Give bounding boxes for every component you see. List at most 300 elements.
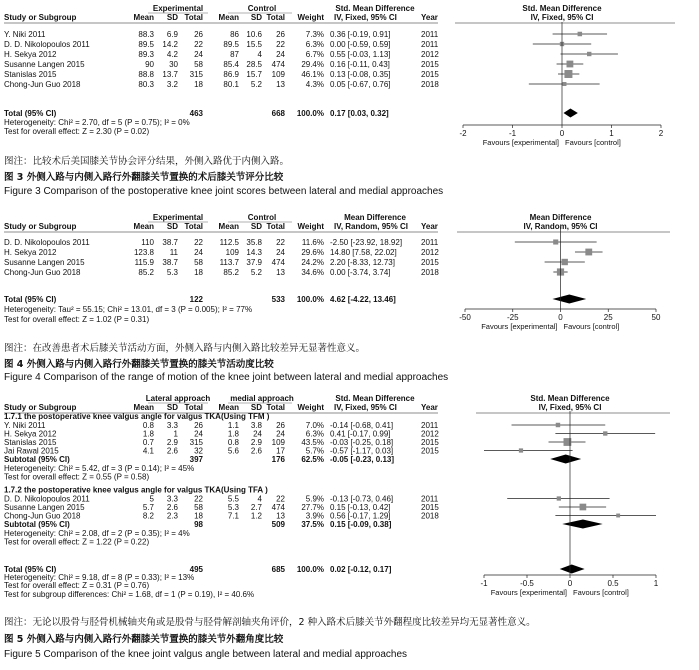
control-total: 13 xyxy=(276,268,285,277)
study-name: Stanislas 2015 xyxy=(4,70,57,79)
study-ci: -0.03 [-0.25, 0.18] xyxy=(330,438,394,447)
experimental-sd: 14.2 xyxy=(162,40,178,49)
control-mean: 1.1 xyxy=(227,421,239,430)
plot-header: Std. Mean Difference xyxy=(522,4,602,13)
control-sd: 4 xyxy=(257,494,262,504)
control-mean: 85.2 xyxy=(223,268,239,277)
x-tick-label: 50 xyxy=(651,313,661,322)
x-tick-label: 0 xyxy=(559,129,565,138)
experimental-sd: 3.3 xyxy=(166,421,178,430)
study-name: Jai Rawal 2015 xyxy=(4,446,59,456)
study-weight: 43.5% xyxy=(301,438,324,447)
study-point-square xyxy=(553,239,558,244)
study-name: Y. Niki 2011 xyxy=(4,30,46,39)
total-weight: 100.0% xyxy=(296,565,324,574)
study-weight: 7.3% xyxy=(305,30,324,39)
experimental-total: 18 xyxy=(194,511,203,521)
subgroup-heterogeneity-text: Heterogeneity: Chi² = 2.08, df = 2 (P = 0.35); I² = 4% xyxy=(4,529,190,538)
pooled-diamond xyxy=(560,565,585,574)
column-header-total: Total xyxy=(266,222,285,231)
column-header-sd: SD xyxy=(166,13,178,22)
experimental-mean: 123.8 xyxy=(133,248,154,257)
subgroup-overall-effect-text: Test for overall effect: Z = 0.55 (P = 0.58) xyxy=(4,472,150,482)
control-mean: 5.3 xyxy=(227,503,239,512)
study-name: Stanislas 2015 xyxy=(4,438,57,447)
study-weight: 27.7% xyxy=(301,503,324,512)
study-point-square xyxy=(585,249,592,256)
experimental-mean: 5 xyxy=(149,494,154,504)
pooled-diamond xyxy=(552,295,586,304)
study-ci: 0.56 [-0.17, 1.29] xyxy=(330,511,391,521)
study-ci: 0.36 [-0.19, 0.91] xyxy=(330,30,391,39)
study-name: Y. Niki 2011 xyxy=(4,421,46,430)
experimental-total-sum: 98 xyxy=(194,520,203,529)
experimental-total: 26 xyxy=(194,30,203,39)
figure-title-en: Figure 4 Comparison of the range of motion of the knee joint between lateral and medial approaches xyxy=(4,372,449,383)
study-name: H. Sekya 2012 xyxy=(4,248,57,257)
control-sd: 2.7 xyxy=(250,503,262,512)
control-sd: 37.9 xyxy=(246,258,262,267)
control-total: 474 xyxy=(271,258,285,267)
experimental-total: 58 xyxy=(194,258,203,267)
x-tick-label: 25 xyxy=(603,313,613,322)
total-ci: 0.15 [-0.09, 0.38] xyxy=(330,520,392,529)
control-mean: 109 xyxy=(225,248,239,257)
control-mean: 86 xyxy=(230,30,239,39)
study-weight: 46.1% xyxy=(301,70,324,79)
study-weight: 3.9% xyxy=(305,511,324,521)
control-total: 26 xyxy=(276,421,285,430)
total-weight: 100.0% xyxy=(296,295,324,304)
experimental-total-sum: 397 xyxy=(189,455,203,464)
experimental-sd: 3.2 xyxy=(166,80,178,89)
control-total: 22 xyxy=(276,40,285,49)
experimental-total: 18 xyxy=(194,80,203,89)
plot-method: IV, Random, 95% CI xyxy=(523,222,598,231)
column-header-weight: Weight xyxy=(297,403,324,412)
column-header-mean: Mean xyxy=(218,13,239,22)
study-ci: -0.57 [-1.17, 0.03] xyxy=(330,446,394,456)
experimental-total: 26 xyxy=(194,421,203,430)
experimental-total: 58 xyxy=(194,503,203,512)
study-ci: 0.00 [-3.74, 3.74] xyxy=(330,268,391,277)
study-name: Chong-Jun Guo 2018 xyxy=(4,80,81,89)
experimental-total: 22 xyxy=(194,238,203,247)
experimental-sd: 2.3 xyxy=(166,511,178,521)
group-header-control: Control xyxy=(247,4,277,13)
total-label: Subtotal (95% CI) xyxy=(4,520,70,529)
total-weight: 100.0% xyxy=(296,109,324,118)
plot-header: Std. Mean Difference xyxy=(530,394,610,403)
study-year: 2018 xyxy=(421,511,439,521)
control-total: 474 xyxy=(271,60,285,69)
figure-title-cn: 图 5 外侧入路与内侧入路行外翻膝关节置换的膝关节外翻角度比较 xyxy=(4,634,284,645)
column-header-study: Study or Subgroup xyxy=(4,403,77,412)
study-point-square xyxy=(562,259,568,265)
column-header-total: Total xyxy=(184,13,203,22)
study-point-square xyxy=(562,82,566,86)
total-label: Subtotal (95% CI) xyxy=(4,455,70,464)
experimental-mean: 8.2 xyxy=(142,511,154,521)
experimental-mean: 80.3 xyxy=(138,80,154,89)
column-header-ci: IV, Fixed, 95% CI xyxy=(334,13,397,22)
study-weight: 6.3% xyxy=(305,40,324,49)
control-total-sum: 533 xyxy=(271,295,285,304)
column-header-ci: IV, Fixed, 95% CI xyxy=(334,403,397,412)
group-header-experimental: Lateral approach xyxy=(145,394,211,403)
favours-right-label: Favours [control] xyxy=(563,322,620,331)
study-year: 2011 xyxy=(421,494,439,504)
experimental-sd: 13.7 xyxy=(162,70,178,79)
study-name: Susanne Langen 2015 xyxy=(4,258,85,267)
heterogeneity-text: Heterogeneity: Chi² = 9.18, df = 8 (P = 0.33); I² = 13% xyxy=(4,573,195,582)
column-header-total: Total xyxy=(266,13,285,22)
experimental-total: 32 xyxy=(194,446,203,456)
study-name: Chong-Jun Guo 2018 xyxy=(4,511,81,521)
study-ci: 0.15 [-0.13, 0.42] xyxy=(330,503,391,512)
subgroup-heterogeneity-text: Heterogeneity: Chi² = 5.42, df = 3 (P = 0.14); I² = 45% xyxy=(4,464,195,473)
study-weight: 34.6% xyxy=(301,268,324,277)
favours-left-label: Favours [experimental] xyxy=(490,588,567,597)
control-mean: 85.4 xyxy=(223,60,239,69)
study-weight: 11.6% xyxy=(301,238,324,247)
subgroup-difference-text: Test for subgroup differences: Chi² = 1.68, df = 1 (P = 0.19), I² = 40.6% xyxy=(4,590,255,599)
study-name: Susanne Langen 2015 xyxy=(4,503,85,512)
overall-effect-text: Test for overall effect: Z = 2.30 (P = 0.02) xyxy=(4,127,150,136)
study-point-square xyxy=(580,504,587,511)
study-point-square xyxy=(557,496,561,500)
experimental-mean: 110 xyxy=(141,238,154,247)
control-total: 26 xyxy=(276,30,285,39)
favours-right-label: Favours [control] xyxy=(565,138,621,147)
overall-effect-text: Test for overall effect: Z = 0.31 (P = 0.76) xyxy=(4,581,150,590)
control-sd: 1.2 xyxy=(250,511,262,521)
experimental-total: 58 xyxy=(194,60,203,69)
x-tick-label: -25 xyxy=(506,313,519,322)
control-mean: 89.5 xyxy=(223,40,239,49)
study-point-square xyxy=(587,52,591,56)
experimental-mean: 115.9 xyxy=(134,258,154,267)
column-header-sd: SD xyxy=(250,403,262,412)
column-header-mean: Mean xyxy=(133,222,154,231)
experimental-total-sum: 122 xyxy=(189,295,203,304)
favours-left-label: Favours [experimental] xyxy=(482,138,559,147)
experimental-total: 24 xyxy=(194,248,203,257)
x-tick-label: 0 xyxy=(567,579,573,588)
experimental-mean: 89.5 xyxy=(138,40,154,49)
control-sd: 24 xyxy=(253,429,262,439)
control-total-sum: 176 xyxy=(271,455,285,464)
figure-note: 图注：无论以股骨与胫骨机械轴夹角或是股骨与胫骨解剖轴夹角评价，2 种入路术后膝关节外翻程度比较差异均无显著性意义。 xyxy=(4,617,536,628)
study-ci: 2.20 [-8.33, 12.73] xyxy=(330,258,395,267)
study-year: 2018 xyxy=(421,80,439,89)
column-header-sd: SD xyxy=(166,403,178,412)
control-sd: 5.2 xyxy=(250,268,262,277)
study-year: 2012 xyxy=(421,429,439,439)
column-header-year: Year xyxy=(421,13,438,22)
study-year: 2011 xyxy=(421,421,439,430)
figure-title-en: Figure 5 Comparison of the knee joint valgus angle between lateral and medial approaches xyxy=(4,649,408,660)
control-mean: 112.5 xyxy=(219,238,239,247)
study-point-square xyxy=(567,61,574,68)
control-mean: 0.8 xyxy=(227,438,239,447)
experimental-sd: 3.3 xyxy=(166,494,178,504)
study-weight: 24.2% xyxy=(301,258,324,267)
group-header-experimental: Experimental xyxy=(152,4,204,13)
study-year: 2015 xyxy=(421,70,439,79)
control-mean: 80.1 xyxy=(223,80,239,89)
study-point-square xyxy=(603,431,607,435)
control-total: 109 xyxy=(271,438,285,447)
control-total-sum: 668 xyxy=(271,109,285,118)
study-point-square xyxy=(616,514,620,518)
x-tick-label: 1 xyxy=(609,129,614,138)
experimental-sd: 2.9 xyxy=(166,438,178,447)
x-tick-label: -1 xyxy=(508,129,517,138)
x-tick-label: 0 xyxy=(558,313,563,322)
x-tick-label: -1 xyxy=(480,579,488,588)
study-year: 2015 xyxy=(421,438,439,447)
study-year: 2015 xyxy=(421,503,439,512)
column-header-study: Study or Subgroup xyxy=(4,222,77,231)
effect-header: Mean Difference xyxy=(344,213,406,222)
experimental-mean: 90 xyxy=(145,60,154,69)
figure-title-cn: 图 4 外侧入路与内侧入路行外翻膝关节置换的膝关节活动度比较 xyxy=(4,359,274,370)
study-weight: 5.7% xyxy=(305,446,324,456)
heterogeneity-text: Heterogeneity: Tau² = 55.15; Chi² = 13.01, df = 3 (P = 0.005); I² = 77% xyxy=(4,305,253,314)
control-sd: 5.2 xyxy=(250,80,262,89)
control-total: 24 xyxy=(276,429,285,439)
control-sd: 14.3 xyxy=(246,248,262,257)
control-mean: 86.9 xyxy=(223,70,239,79)
study-ci: -0.13 [-0.73, 0.46] xyxy=(330,494,394,504)
experimental-sd: 2.6 xyxy=(166,503,178,512)
control-sd: 10.6 xyxy=(246,30,262,39)
experimental-total: 18 xyxy=(194,268,203,277)
experimental-total: 22 xyxy=(194,494,203,504)
experimental-mean: 89.3 xyxy=(138,50,154,59)
study-name: Chong-Jun Guo 2018 xyxy=(4,268,81,277)
control-total: 13 xyxy=(276,511,285,521)
study-year: 2015 xyxy=(421,258,439,267)
figure-note: 图注：在改善患者术后膝关节活动方面，外侧入路与内侧入路比较差异无显著性意义。 xyxy=(4,343,366,354)
experimental-sd: 38.7 xyxy=(162,258,178,267)
column-header-total: Total xyxy=(184,403,203,412)
experimental-mean: 5.7 xyxy=(142,503,154,512)
control-total: 24 xyxy=(276,50,285,59)
control-mean: 113.7 xyxy=(219,258,239,267)
study-ci: 0.55 [-0.03, 1.13] xyxy=(330,50,391,59)
x-tick-label: 1 xyxy=(653,579,659,588)
experimental-total: 24 xyxy=(194,50,203,59)
experimental-total-sum: 463 xyxy=(189,109,203,118)
group-header-experimental: Experimental xyxy=(152,213,204,222)
study-year: 2011 xyxy=(421,40,439,49)
column-header-mean: Mean xyxy=(133,13,154,22)
total-label: Total (95% CI) xyxy=(4,109,57,118)
experimental-mean: 85.2 xyxy=(138,268,154,277)
study-weight: 29.6% xyxy=(301,248,324,257)
column-header-weight: Weight xyxy=(297,13,324,22)
study-ci: 14.80 [7.58, 22.02] xyxy=(330,248,397,257)
control-sd: 28.5 xyxy=(246,60,262,69)
experimental-sd: 30 xyxy=(169,60,178,69)
control-total: 22 xyxy=(276,238,285,247)
plot-method: IV, Fixed, 95% CI xyxy=(538,403,602,412)
control-sd: 2.9 xyxy=(250,438,262,447)
study-point-square xyxy=(556,423,560,427)
experimental-total: 315 xyxy=(189,438,203,447)
subgroup-title: 1.7.1 the postoperative knee valgus angle for valgus TKA(Using TFM ) xyxy=(4,412,270,421)
column-header-ci: IV, Random, 95% CI xyxy=(334,222,408,231)
study-year: 2011 xyxy=(421,30,439,39)
study-name: H. Sekya 2012 xyxy=(4,50,57,59)
control-mean: 7.1 xyxy=(227,511,239,521)
group-header-control: Control xyxy=(247,213,277,222)
control-total-sum: 509 xyxy=(271,520,285,529)
column-header-mean: Mean xyxy=(218,403,239,412)
study-year: 2018 xyxy=(421,268,439,277)
pooled-diamond xyxy=(563,109,577,118)
x-tick-label: 0.5 xyxy=(607,579,619,588)
control-sd: 15.5 xyxy=(246,40,262,49)
study-year: 2015 xyxy=(421,60,439,69)
experimental-total: 315 xyxy=(189,70,203,79)
experimental-total: 22 xyxy=(194,40,203,49)
total-ci: 0.02 [-0.12, 0.17] xyxy=(330,565,392,574)
pooled-diamond xyxy=(550,455,581,464)
experimental-sd: 5.3 xyxy=(166,268,178,277)
control-sd: 4 xyxy=(257,50,262,59)
study-ci: 0.05 [-0.67, 0.76] xyxy=(330,80,391,89)
study-name: Susanne Langen 2015 xyxy=(4,60,85,69)
column-header-mean: Mean xyxy=(218,222,239,231)
total-ci: -0.05 [-0.23, 0.13] xyxy=(330,455,395,464)
control-mean: 1.8 xyxy=(227,429,239,439)
control-total-sum: 685 xyxy=(271,565,285,574)
experimental-sd: 11 xyxy=(169,248,178,257)
study-year: 2015 xyxy=(421,446,439,456)
experimental-sd: 2.6 xyxy=(166,446,178,456)
x-tick-label: 2 xyxy=(658,129,664,138)
control-mean: 87 xyxy=(230,50,239,59)
column-header-year: Year xyxy=(421,403,438,412)
subgroup-title: 1.7.2 the postoperative knee valgus angle for valgus TKA(Using TFA ) xyxy=(4,485,268,495)
plot-method: IV, Fixed, 95% CI xyxy=(530,13,594,22)
study-point-square xyxy=(519,448,523,452)
control-mean: 5.6 xyxy=(227,446,239,456)
total-ci: 0.17 [0.03, 0.32] xyxy=(330,109,389,118)
control-total: 17 xyxy=(276,446,285,456)
experimental-mean: 4.1 xyxy=(142,446,154,456)
control-sd: 3.8 xyxy=(250,421,262,430)
total-ci: 4.62 [-4.22, 13.46] xyxy=(330,295,396,304)
study-ci: -0.14 [-0.68, 0.41] xyxy=(330,421,394,430)
study-ci: 0.41 [-0.17, 0.99] xyxy=(330,429,391,439)
control-sd: 35.8 xyxy=(246,238,262,247)
x-tick-label: -0.5 xyxy=(520,579,534,588)
total-label: Total (95% CI) xyxy=(4,295,57,304)
total-label: Total (95% CI) xyxy=(4,565,57,574)
experimental-mean: 0.7 xyxy=(142,438,154,447)
column-header-sd: SD xyxy=(166,222,178,231)
heterogeneity-text: Heterogeneity: Chi² = 2.70, df = 5 (P = 0.75); I² = 0% xyxy=(4,118,190,127)
experimental-total: 24 xyxy=(194,429,203,439)
experimental-total-sum: 495 xyxy=(189,565,203,574)
control-total: 109 xyxy=(271,70,285,79)
control-total: 474 xyxy=(271,503,285,512)
study-ci: -2.50 [-23.92, 18.92] xyxy=(330,238,403,247)
control-total: 24 xyxy=(276,248,285,257)
experimental-mean: 88.3 xyxy=(138,30,154,39)
column-header-total: Total xyxy=(184,222,203,231)
column-header-mean: Mean xyxy=(133,403,154,412)
column-header-total: Total xyxy=(266,403,285,412)
study-point-square xyxy=(578,32,582,36)
control-total: 22 xyxy=(276,494,285,504)
study-name: H. Sekya 2012 xyxy=(4,429,57,439)
column-header-sd: SD xyxy=(250,13,262,22)
experimental-sd: 6.9 xyxy=(166,30,178,39)
study-weight: 4.3% xyxy=(305,80,324,89)
study-weight: 29.4% xyxy=(301,60,324,69)
effect-header: Std. Mean Difference xyxy=(335,394,415,403)
study-ci: 0.00 [-0.59, 0.59] xyxy=(330,40,391,49)
total-weight: 37.5% xyxy=(301,520,324,529)
study-ci: 0.16 [-0.11, 0.43] xyxy=(330,60,390,69)
study-year: 2011 xyxy=(421,238,439,247)
subgroup-overall-effect-text: Test for overall effect: Z = 1.22 (P = 0.22) xyxy=(4,537,150,547)
study-name: D. D. Nikolopoulos 2011 xyxy=(4,238,90,247)
study-name: D. D. Nikolopoulos 2011 xyxy=(4,40,90,49)
study-weight: 6.7% xyxy=(305,50,324,59)
study-name: D. D. Nikolopoulos 2011 xyxy=(4,494,90,504)
favours-left-label: Favours [experimental] xyxy=(481,322,558,331)
overall-effect-text: Test for overall effect: Z = 1.02 (P = 0.31) xyxy=(4,315,150,324)
study-year: 2012 xyxy=(421,248,439,257)
experimental-sd: 4.2 xyxy=(166,50,178,59)
control-sd: 15.7 xyxy=(246,70,262,79)
study-weight: 5.9% xyxy=(305,494,324,504)
column-header-weight: Weight xyxy=(297,222,324,231)
study-weight: 6.3% xyxy=(305,429,324,439)
x-tick-label: -2 xyxy=(459,129,467,138)
control-mean: 5.5 xyxy=(227,494,239,504)
experimental-sd: 1 xyxy=(173,429,178,439)
x-tick-label: -50 xyxy=(459,313,471,322)
experimental-mean: 0.8 xyxy=(142,421,154,430)
column-header-year: Year xyxy=(421,222,438,231)
column-header-study: Study or Subgroup xyxy=(4,13,77,22)
figure-note: 图注：比较术后美国膝关节协会评分结果，外侧入路优于内侧入路。 xyxy=(4,156,290,167)
study-ci: 0.13 [-0.08, 0.35] xyxy=(330,70,391,79)
control-total: 13 xyxy=(276,80,285,89)
figure-title-en: Figure 3 Comparison of the postoperative knee joint scores between lateral and medial approaches xyxy=(4,186,444,197)
experimental-mean: 1.8 xyxy=(142,429,154,439)
group-header-control: medial approach xyxy=(230,394,294,403)
study-point-square xyxy=(564,70,572,78)
study-weight: 7.0% xyxy=(305,421,324,430)
total-weight: 62.5% xyxy=(301,455,324,464)
plot-header: Mean Difference xyxy=(529,213,592,222)
favours-right-label: Favours [control] xyxy=(573,588,629,597)
column-header-sd: SD xyxy=(250,222,262,231)
effect-header: Std. Mean Difference xyxy=(335,4,415,13)
experimental-mean: 88.8 xyxy=(138,70,154,79)
pooled-diamond xyxy=(562,520,602,529)
control-sd: 2.6 xyxy=(250,446,262,456)
experimental-sd: 38.7 xyxy=(162,238,178,247)
